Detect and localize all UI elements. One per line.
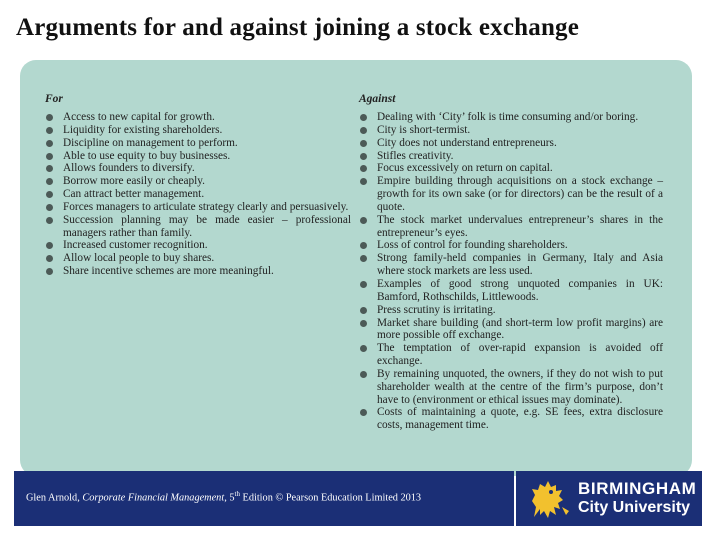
- list-item-text: Strong family-held companies in Germany, Italy and Asia where stock markets are less used.: [377, 252, 663, 278]
- list-item: [355, 406, 663, 432]
- list-item: [355, 137, 663, 150]
- list-item-text: Liquidity for existing shareholders.: [63, 123, 223, 136]
- against-column: [355, 93, 663, 432]
- list-item: [41, 175, 351, 188]
- bullet-icon: [360, 371, 367, 378]
- list-item: [41, 137, 351, 150]
- bullet-icon: [46, 178, 53, 185]
- list-item: [41, 150, 351, 163]
- list-item: [41, 239, 351, 252]
- for-list: [41, 111, 351, 278]
- list-item-text: The stock market undervalues entrepreneur’s shares in the entrepreneur’s eyes.: [377, 213, 663, 239]
- list-item-text: Empire building through acquisitions on a stock exchange – growth for its own sake (or for directors) can be the result of a quote.: [377, 175, 663, 213]
- list-item-text: Allows founders to diversify.: [63, 162, 195, 175]
- list-item: [355, 175, 663, 214]
- list-item-text: Discipline on management to perform.: [63, 136, 238, 149]
- bullet-icon: [360, 127, 367, 134]
- bullet-icon: [46, 268, 53, 275]
- bullet-icon: [46, 242, 53, 249]
- university-logo: [516, 471, 702, 526]
- footer-book-title: Corporate Financial Management: [82, 492, 225, 504]
- lion-icon: [526, 477, 572, 521]
- bullet-icon: [360, 114, 367, 121]
- list-item-text: City does not understand entrepreneurs.: [377, 136, 557, 149]
- list-item-text: Allow local people to buy shares.: [63, 252, 215, 265]
- list-item: [355, 317, 663, 343]
- list-item-text: Focus excessively on return on capital.: [377, 162, 553, 175]
- list-item-text: Able to use equity to buy businesses.: [63, 149, 231, 162]
- footer-edition-sup: th: [234, 490, 240, 498]
- bullet-icon: [360, 178, 367, 185]
- footer-edition-post: Edition © Pearson Education Limited 2013: [239, 492, 422, 504]
- footer-author: Glen Arnold,: [26, 492, 83, 504]
- list-item: [41, 265, 351, 278]
- for-column: [41, 93, 351, 278]
- list-item-text: By remaining unquoted, the owners, if they do not wish to put shareholder wealth at the centre of the firm’s purpose, don’t have to (environment or ethical issues may dominate).: [377, 367, 663, 406]
- bullet-icon: [46, 191, 53, 198]
- list-item: [355, 368, 663, 407]
- list-item-text: Borrow more easily or cheaply.: [63, 175, 205, 188]
- bullet-icon: [46, 127, 53, 134]
- bullet-icon: [360, 217, 367, 224]
- list-item: [355, 252, 663, 278]
- against-heading: Against: [359, 93, 396, 105]
- bullet-icon: [360, 281, 367, 288]
- footer-citation: [26, 490, 421, 503]
- bullet-icon: [46, 114, 53, 121]
- bullet-icon: [46, 217, 53, 224]
- bullet-icon: [46, 165, 53, 172]
- list-item: [355, 342, 663, 368]
- list-item: [355, 239, 663, 252]
- list-item-text: Forces managers to articulate strategy clearly and persuasively.: [63, 200, 349, 213]
- list-item: [41, 214, 351, 240]
- list-item-text: Dealing with ‘City’ folk is time consuming and/or boring.: [377, 111, 639, 123]
- footer-bar: [14, 471, 514, 526]
- bullet-icon: [360, 242, 367, 249]
- list-item-text: Share incentive schemes are more meaningful.: [63, 265, 274, 278]
- list-item-text: Can attract better management.: [63, 188, 205, 201]
- list-item: [41, 201, 351, 214]
- slide-title: Arguments for and against joining a stock exchange: [16, 14, 580, 41]
- bullet-icon: [360, 140, 367, 147]
- bullet-icon: [360, 409, 367, 416]
- list-item-text: Examples of good strong unquoted companies in UK: Bamford, Rothschilds, Littlewoods.: [377, 277, 663, 303]
- list-item-text: Loss of control for founding shareholders.: [377, 239, 568, 252]
- list-item: [355, 162, 663, 175]
- list-item-text: City is short-termist.: [377, 123, 471, 136]
- footer-edition-pre: , 5: [224, 492, 235, 504]
- for-heading: For: [45, 93, 63, 105]
- list-item: [355, 124, 663, 137]
- list-item-text: Stifles creativity.: [377, 149, 454, 162]
- list-item-text: Press scrutiny is irritating.: [377, 303, 496, 316]
- list-item: [41, 124, 351, 137]
- list-item-text: Increased customer recognition.: [63, 239, 208, 252]
- list-item: [355, 214, 663, 240]
- bullet-icon: [46, 153, 53, 160]
- comparison-panel: [20, 60, 692, 476]
- bullet-icon: [360, 320, 367, 327]
- list-item: [355, 304, 663, 317]
- list-item: [355, 150, 663, 163]
- bullet-icon: [46, 255, 53, 262]
- list-item-text: Succession planning may be made easier – professional managers rather than family.: [63, 213, 351, 239]
- list-item: [41, 111, 351, 124]
- bullet-icon: [46, 140, 53, 147]
- list-item-text: Access to new capital for growth.: [63, 111, 215, 123]
- against-list: [355, 111, 663, 432]
- list-item: [41, 252, 351, 265]
- bullet-icon: [360, 307, 367, 314]
- brand-line-1: BIRMINGHAM: [578, 479, 697, 498]
- bullet-icon: [360, 255, 367, 262]
- list-item: [355, 111, 663, 124]
- bullet-icon: [360, 165, 367, 172]
- list-item-text: The temptation of over-rapid expansion is avoided off exchange.: [377, 342, 663, 368]
- list-item: [41, 188, 351, 201]
- brand-line-2: City University: [578, 499, 691, 516]
- bullet-icon: [46, 204, 53, 211]
- list-item-text: Costs of maintaining a quote, e.g. SE fees, extra disclosure costs, management time.: [377, 406, 663, 432]
- list-item-text: Market share building (and short-term low profit margins) are more possible off exchange.: [377, 316, 663, 342]
- bullet-icon: [360, 153, 367, 160]
- list-item: [41, 162, 351, 175]
- bullet-icon: [360, 345, 367, 352]
- list-item: [355, 278, 663, 304]
